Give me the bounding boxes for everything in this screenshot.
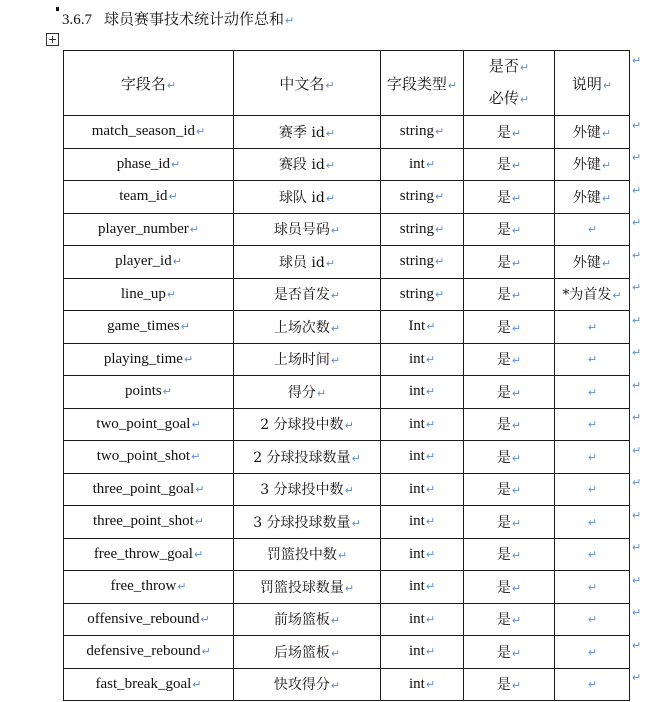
paragraph-return-icon: ↵ bbox=[325, 256, 336, 270]
cell-field-type: int↵ bbox=[381, 636, 464, 669]
paragraph-return-icon: ↵ bbox=[330, 289, 341, 303]
cell-note bbox=[555, 473, 630, 506]
cell-field-name: player_id↵ bbox=[64, 246, 234, 279]
paragraph-return-icon: ↵ bbox=[601, 256, 612, 270]
header-chinese-name: 中文名↵ bbox=[234, 51, 381, 116]
paragraph-return-icon: ↵ bbox=[511, 289, 522, 303]
paragraph-return-icon: ↵ bbox=[425, 450, 436, 464]
paragraph-return-icon: ↵ bbox=[511, 191, 522, 205]
paragraph-return-icon: ↵ bbox=[425, 645, 436, 659]
paragraph-return-icon: ↵ bbox=[425, 385, 436, 399]
cell-field-type: int↵ bbox=[381, 376, 464, 409]
paragraph-return-icon: ↵ bbox=[587, 678, 598, 692]
paragraph-return-icon: ↵ bbox=[434, 125, 445, 139]
paragraph-return-icon: ↵ bbox=[285, 14, 295, 27]
paragraph-return-icon: ↵ bbox=[344, 419, 354, 433]
paragraph-return-icon: ↵ bbox=[426, 320, 436, 334]
paragraph-return-icon: ↵ bbox=[612, 289, 622, 303]
cell-field-type: int↵ bbox=[381, 148, 464, 181]
cell-chinese-name: 是否首发↵ bbox=[234, 278, 381, 311]
table-row bbox=[64, 668, 630, 701]
paragraph-return-icon: ↵ bbox=[168, 190, 178, 204]
cell-note: 外键↵ bbox=[555, 246, 630, 279]
paragraph-return-icon: ↵ bbox=[587, 418, 598, 432]
paragraph-return-icon: ↵ bbox=[587, 515, 598, 529]
paragraph-return-icon: ↵ bbox=[511, 614, 522, 628]
row-end-mark-icon: ↵ bbox=[632, 151, 642, 164]
table-row bbox=[64, 571, 630, 604]
cell-field-name: two_point_shot↵ bbox=[64, 441, 234, 474]
table-row bbox=[64, 506, 630, 539]
paragraph-return-icon: ↵ bbox=[425, 157, 436, 171]
cell-chinese-name: 赛季 id↵ bbox=[234, 116, 381, 149]
cell-field-type: string↵ bbox=[381, 246, 464, 279]
table-row bbox=[64, 311, 630, 344]
cell-note bbox=[555, 668, 630, 701]
cell-field-name: match_season_id↵ bbox=[64, 116, 234, 149]
paragraph-return-icon: ↵ bbox=[587, 613, 598, 627]
table-row bbox=[64, 181, 630, 214]
paragraph-return-icon: ↵ bbox=[601, 126, 612, 140]
paragraph-return-icon: ↵ bbox=[587, 548, 598, 562]
paragraph-return-icon: ↵ bbox=[587, 385, 598, 399]
cell-field-name: phase_id↵ bbox=[64, 148, 234, 181]
cell-required: 是↵ bbox=[464, 213, 555, 246]
section-number: 3.6.7 bbox=[62, 12, 92, 28]
header-required: 是否↵ 必传↵ bbox=[464, 51, 555, 116]
paragraph-return-icon: ↵ bbox=[511, 516, 522, 530]
paragraph-return-icon: ↵ bbox=[587, 353, 598, 367]
paragraph-return-icon: ↵ bbox=[511, 451, 522, 465]
paragraph-return-icon: ↵ bbox=[344, 484, 354, 498]
cell-required: 是↵ bbox=[464, 636, 555, 669]
row-end-mark-icon: ↵ bbox=[632, 606, 642, 619]
paragraph-return-icon: ↵ bbox=[434, 255, 445, 269]
cell-field-name: defensive_rebound↵ bbox=[64, 636, 234, 669]
cell-chinese-name: 得分↵ bbox=[234, 376, 381, 409]
cell-note: 外键↵ bbox=[555, 181, 630, 214]
paragraph-return-icon: ↵ bbox=[511, 581, 522, 595]
table-row bbox=[64, 636, 630, 669]
cell-field-type: int↵ bbox=[381, 408, 464, 441]
cell-chinese-name: 上场时间↵ bbox=[234, 343, 381, 376]
row-end-mark-icon: ↵ bbox=[632, 248, 642, 262]
paragraph-return-icon: ↵ bbox=[201, 645, 211, 659]
cell-note bbox=[555, 441, 630, 474]
paragraph-return-icon: ↵ bbox=[189, 222, 200, 236]
cell-required: 是↵ bbox=[464, 473, 555, 506]
paragraph-return-icon: ↵ bbox=[194, 515, 205, 529]
section-heading bbox=[62, 9, 294, 31]
paragraph-return-icon: ↵ bbox=[162, 385, 172, 399]
paragraph-return-icon: ↵ bbox=[425, 417, 436, 431]
paragraph-return-icon: ↵ bbox=[351, 451, 361, 465]
cell-field-type: int↵ bbox=[381, 571, 464, 604]
cell-field-name: three_point_shot↵ bbox=[64, 506, 234, 539]
cell-note bbox=[555, 408, 630, 441]
cell-field-name: player_number↵ bbox=[64, 213, 234, 246]
paragraph-return-icon: ↵ bbox=[325, 191, 336, 205]
paragraph-return-icon: ↵ bbox=[587, 645, 598, 659]
cell-field-name: fast_break_goal↵ bbox=[64, 668, 234, 701]
cell-field-type: int↵ bbox=[381, 441, 464, 474]
cell-chinese-name: 快攻得分↵ bbox=[234, 668, 381, 701]
row-end-mark-icon: ↵ bbox=[632, 183, 642, 197]
paragraph-return-icon: ↵ bbox=[191, 450, 201, 464]
row-end-mark-icon: ↵ bbox=[632, 476, 642, 489]
table-row bbox=[64, 408, 630, 441]
paragraph-return-icon: ↵ bbox=[337, 549, 348, 563]
paragraph-return-icon: ↵ bbox=[511, 679, 522, 693]
cell-field-type: string↵ bbox=[381, 278, 464, 311]
paragraph-return-icon: ↵ bbox=[330, 354, 341, 368]
paragraph-return-icon: ↵ bbox=[177, 580, 187, 594]
paragraph-return-icon: ↵ bbox=[425, 515, 436, 529]
paragraph-return-icon: ↵ bbox=[180, 320, 190, 334]
cell-chinese-name: 球员号码↵ bbox=[234, 213, 381, 246]
paragraph-return-icon: ↵ bbox=[330, 679, 341, 693]
header-note: 说明↵ bbox=[555, 51, 630, 116]
paragraph-return-icon: ↵ bbox=[351, 516, 361, 530]
row-end-mark-icon: ↵ bbox=[632, 443, 642, 457]
cell-field-name: team_id↵ bbox=[64, 181, 234, 214]
cell-note bbox=[555, 343, 630, 376]
cell-chinese-name: 赛段 id↵ bbox=[234, 148, 381, 181]
paragraph-return-icon: ↵ bbox=[601, 191, 612, 205]
paragraph-return-icon: ↵ bbox=[191, 417, 201, 431]
field-spec-table bbox=[63, 50, 630, 701]
row-end-mark-icon: ↵ bbox=[632, 281, 642, 294]
cell-note: *为首发↵ bbox=[555, 278, 630, 311]
cell-required: 是↵ bbox=[464, 343, 555, 376]
table-row bbox=[64, 473, 630, 506]
row-end-mark-icon: ↵ bbox=[632, 216, 642, 229]
paragraph-return-icon: ↵ bbox=[511, 321, 522, 335]
cell-required: 是↵ bbox=[464, 181, 555, 214]
table-row bbox=[64, 278, 630, 311]
cell-chinese-name: 罚篮投中数↵ bbox=[234, 538, 381, 571]
cell-field-type: Int↵ bbox=[381, 311, 464, 344]
cell-required: 是↵ bbox=[464, 116, 555, 149]
table-row bbox=[64, 376, 630, 409]
cell-field-type: int↵ bbox=[381, 603, 464, 636]
table-row bbox=[64, 343, 630, 376]
paragraph-return-icon: ↵ bbox=[330, 614, 341, 628]
cell-chinese-name: 后场篮板↵ bbox=[234, 636, 381, 669]
row-end-mark-icon: ↵ bbox=[632, 508, 642, 522]
table-row bbox=[64, 603, 630, 636]
paragraph-return-icon: ↵ bbox=[587, 580, 598, 594]
paragraph-return-icon: ↵ bbox=[434, 190, 445, 204]
paragraph-return-icon: ↵ bbox=[316, 386, 327, 400]
paragraph-return-icon: ↵ bbox=[330, 321, 341, 335]
cell-field-type: int↵ bbox=[381, 506, 464, 539]
table-row bbox=[64, 246, 630, 279]
paragraph-return-icon: ↵ bbox=[196, 125, 206, 139]
table-move-handle-icon[interactable] bbox=[46, 33, 59, 46]
cell-chinese-name: 前场篮板↵ bbox=[234, 603, 381, 636]
cell-chinese-name: 2 分球投中数↵ bbox=[234, 408, 381, 441]
cell-note bbox=[555, 506, 630, 539]
cell-field-name: points↵ bbox=[64, 376, 234, 409]
cell-field-name: three_point_goal↵ bbox=[64, 473, 234, 506]
paragraph-return-icon: ↵ bbox=[425, 580, 436, 594]
cell-required: 是↵ bbox=[464, 408, 555, 441]
cell-required: 是↵ bbox=[464, 376, 555, 409]
cell-required: 是↵ bbox=[464, 441, 555, 474]
paragraph-return-icon: ↵ bbox=[425, 482, 436, 496]
paragraph-return-icon: ↵ bbox=[193, 547, 204, 561]
cell-note bbox=[555, 571, 630, 604]
paragraph-return-icon: ↵ bbox=[434, 287, 445, 301]
paragraph-return-icon: ↵ bbox=[511, 159, 522, 173]
table-header-row bbox=[64, 51, 630, 116]
cell-field-name: line_up↵ bbox=[64, 278, 234, 311]
row-end-mark-icon: ↵ bbox=[632, 346, 642, 359]
cell-field-type: int↵ bbox=[381, 343, 464, 376]
row-end-mark-icon: ↵ bbox=[632, 671, 642, 684]
cell-chinese-name: 球员 id↵ bbox=[234, 246, 381, 279]
cell-field-name: playing_time↵ bbox=[64, 343, 234, 376]
paragraph-return-icon: ↵ bbox=[325, 126, 336, 140]
paragraph-return-icon: ↵ bbox=[511, 256, 522, 270]
cell-required: 是↵ bbox=[464, 538, 555, 571]
row-end-mark-icon: ↵ bbox=[632, 378, 642, 392]
paragraph-return-icon: ↵ bbox=[183, 352, 194, 366]
table-row bbox=[64, 538, 630, 571]
paragraph-return-icon: ↵ bbox=[511, 646, 522, 660]
cell-note bbox=[555, 311, 630, 344]
paragraph-return-icon: ↵ bbox=[200, 612, 210, 626]
paragraph-return-icon: ↵ bbox=[511, 386, 522, 400]
row-end-mark-icon: ↵ bbox=[632, 573, 642, 587]
cell-chinese-name: 罚篮投球数量↵ bbox=[234, 571, 381, 604]
cell-field-type: string↵ bbox=[381, 213, 464, 246]
cell-field-name: free_throw_goal↵ bbox=[64, 538, 234, 571]
cell-required: 是↵ bbox=[464, 246, 555, 279]
paragraph-return-icon: ↵ bbox=[425, 547, 436, 561]
cell-required: 是↵ bbox=[464, 603, 555, 636]
paragraph-return-icon: ↵ bbox=[192, 677, 202, 691]
section-title: 球员赛事技术统计动作总和 bbox=[104, 10, 285, 28]
row-end-mark-icon: ↵ bbox=[632, 53, 642, 67]
row-end-mark-icon: ↵ bbox=[632, 118, 642, 132]
paragraph-return-icon: ↵ bbox=[434, 222, 445, 236]
cell-note bbox=[555, 636, 630, 669]
cell-note bbox=[555, 376, 630, 409]
table-row bbox=[64, 213, 630, 246]
table-row bbox=[64, 116, 630, 149]
cell-field-name: offensive_rebound↵ bbox=[64, 603, 234, 636]
cell-note bbox=[555, 213, 630, 246]
paragraph-return-icon: ↵ bbox=[587, 223, 598, 237]
row-end-mark-icon: ↵ bbox=[632, 638, 642, 652]
paragraph-return-icon: ↵ bbox=[171, 157, 181, 171]
paragraph-return-icon: ↵ bbox=[325, 159, 336, 173]
paragraph-return-icon: ↵ bbox=[587, 320, 598, 334]
cell-field-type: string↵ bbox=[381, 181, 464, 214]
header-field-name: 字段名↵ bbox=[64, 51, 234, 116]
paragraph-return-icon: ↵ bbox=[511, 126, 522, 140]
paragraph-return-icon: ↵ bbox=[172, 255, 182, 269]
cell-note: 外键↵ bbox=[555, 116, 630, 149]
cell-chinese-name: 3 分球投中数↵ bbox=[234, 473, 381, 506]
paragraph-return-icon: ↵ bbox=[330, 224, 341, 238]
table-row bbox=[64, 441, 630, 474]
paragraph-mark-bullet bbox=[56, 7, 59, 11]
paragraph-return-icon: ↵ bbox=[587, 483, 598, 497]
cell-field-type: int↵ bbox=[381, 668, 464, 701]
paragraph-return-icon: ↵ bbox=[601, 159, 612, 173]
cell-required: 是↵ bbox=[464, 571, 555, 604]
cell-field-type: string↵ bbox=[381, 116, 464, 149]
paragraph-return-icon: ↵ bbox=[344, 581, 355, 595]
cell-field-name: free_throw↵ bbox=[64, 571, 234, 604]
row-end-mark-icon: ↵ bbox=[632, 313, 642, 327]
cell-chinese-name: 上场次数↵ bbox=[234, 311, 381, 344]
cell-note bbox=[555, 538, 630, 571]
table-row bbox=[64, 148, 630, 181]
paragraph-return-icon: ↵ bbox=[425, 352, 436, 366]
cell-field-type: int↵ bbox=[381, 473, 464, 506]
cell-chinese-name: 2 分球投球数量↵ bbox=[234, 441, 381, 474]
cell-required: 是↵ bbox=[464, 311, 555, 344]
row-end-mark-icon: ↵ bbox=[632, 411, 642, 424]
paragraph-return-icon: ↵ bbox=[425, 612, 436, 626]
paragraph-return-icon: ↵ bbox=[195, 482, 205, 496]
paragraph-return-icon: ↵ bbox=[511, 549, 522, 563]
cell-note bbox=[555, 603, 630, 636]
cell-chinese-name: 球队 id↵ bbox=[234, 181, 381, 214]
cell-chinese-name: 3 分球投球数量↵ bbox=[234, 506, 381, 539]
header-field-type: 字段类型↵ bbox=[381, 51, 464, 116]
cell-required: 是↵ bbox=[464, 148, 555, 181]
paragraph-return-icon: ↵ bbox=[511, 484, 522, 498]
cell-required: 是↵ bbox=[464, 668, 555, 701]
cell-required: 是↵ bbox=[464, 506, 555, 539]
cell-note: 外键↵ bbox=[555, 148, 630, 181]
paragraph-return-icon: ↵ bbox=[511, 224, 522, 238]
cell-required: 是↵ bbox=[464, 278, 555, 311]
paragraph-return-icon: ↵ bbox=[511, 419, 522, 433]
cell-field-name: game_times↵ bbox=[64, 311, 234, 344]
paragraph-return-icon: ↵ bbox=[511, 354, 522, 368]
paragraph-return-icon: ↵ bbox=[587, 450, 598, 464]
cell-field-type: int↵ bbox=[381, 538, 464, 571]
paragraph-return-icon: ↵ bbox=[166, 287, 177, 301]
cell-field-name: two_point_goal↵ bbox=[64, 408, 234, 441]
row-end-mark-icon: ↵ bbox=[632, 541, 642, 554]
paragraph-return-icon: ↵ bbox=[330, 646, 341, 660]
paragraph-return-icon: ↵ bbox=[425, 677, 436, 691]
